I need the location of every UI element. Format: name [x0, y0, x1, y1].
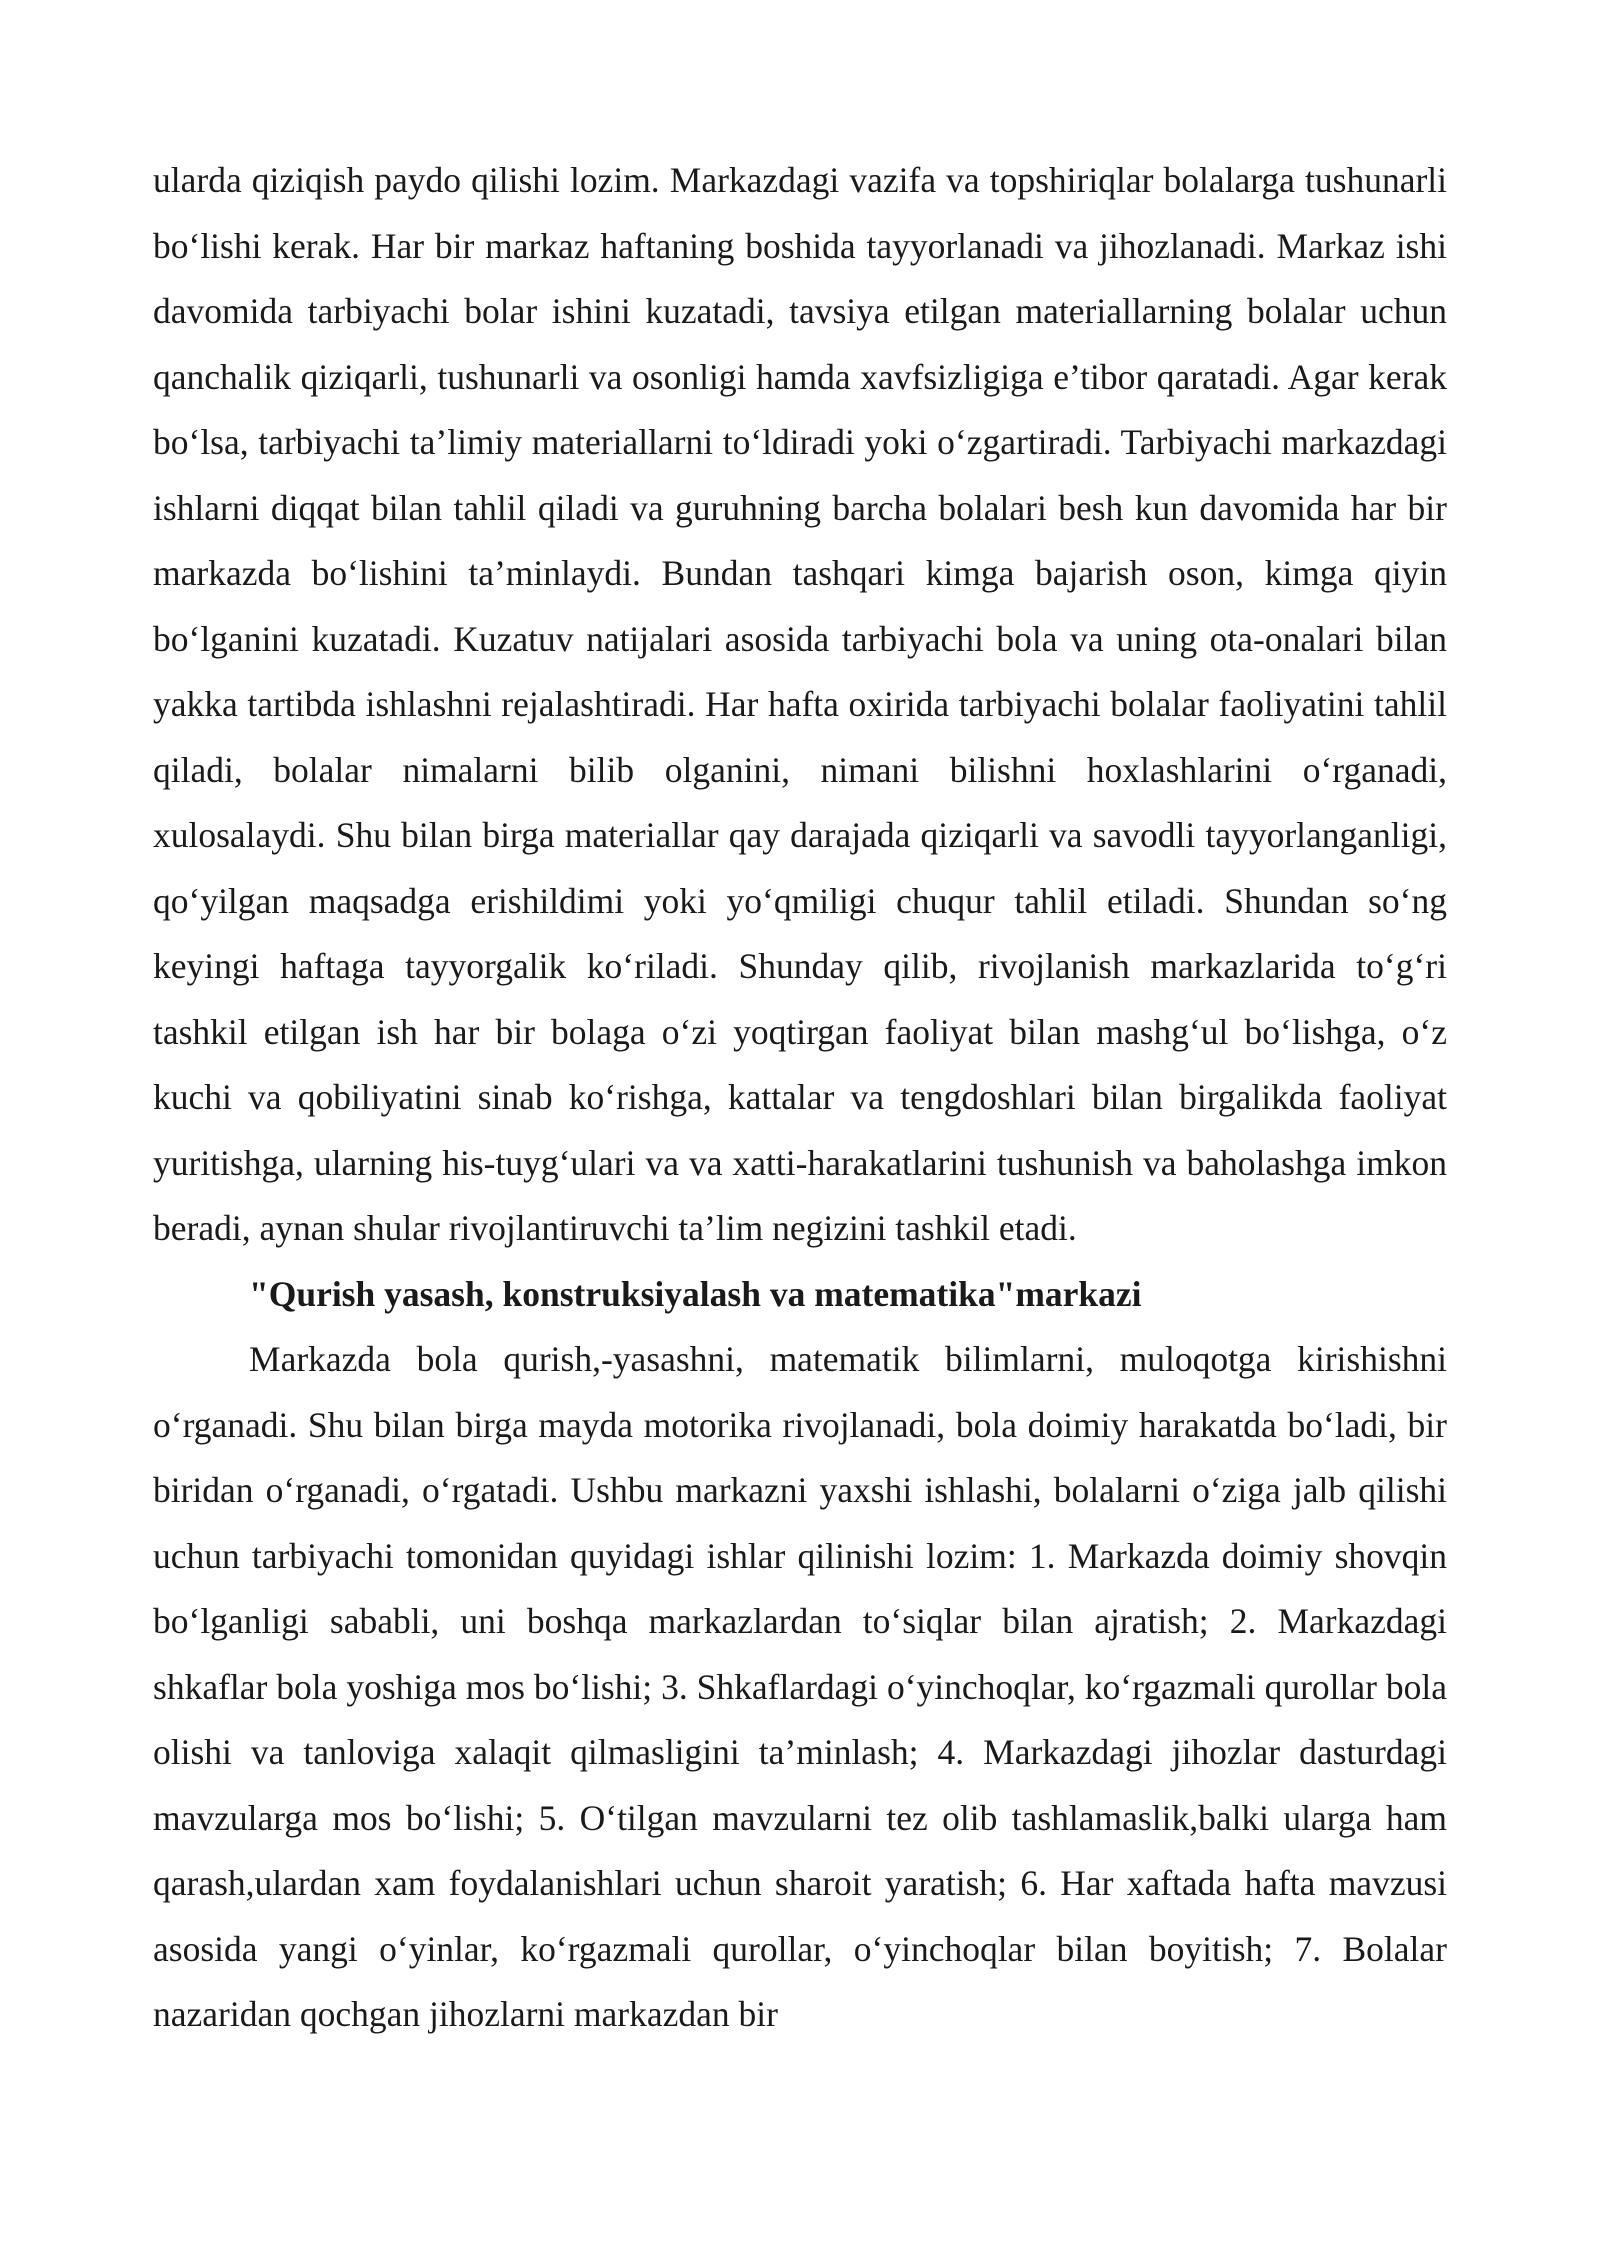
body-paragraph: Markazda bola qurish,-yasashni, matematik bilimlarni, muloqotga kirishishni o‘rganadi. Shu bilan birga mayda motorika rivojlanadi, bola doimiy harakatda bo‘ladi, bir biridan o‘rganadi, o‘rgatadi. Ushbu markazni yaxshi ishlashi, bolalarni o‘ziga jalb qilishi uchun tarbiyachi tomonidan quyidagi ishlar qilinishi lozim: 1. Markazda doimiy shovqin bo‘lganligi sababli, uni boshqa markazlardan to‘siqlar bilan ajratish; 2. Markazdagi shkaflar bola yoshiga mos bo‘lishi; 3. Shkaflardagi o‘yinchoqlar, ko‘rgazmali qurollar bola olishi va tanloviga xalaqit qilmasligini ta’minlash; 4. Markazdagi jihozlar dasturdagi mavzularga mos bo‘lishi; 5. O‘tilgan mavzularni tez olib tashlamaslik,balki ularga ham qarash,ulardan xam foydalanishlari uchun sharoit yaratish; 6. Har xaftada hafta mavzusi asosida yangi o‘yinlar, ko‘rgazmali qurollar, o‘yinchoqlar bilan boyitish; 7. Bolalar nazaridan qochgan jihozlarni markazdan bir: [153, 1339, 1447, 2034]
section-heading: "Qurish yasash, konstruksiyalash va matematika"markazi: [249, 1273, 1142, 1314]
document-body: [153, 148, 1447, 2048]
body-paragraph: ularda qiziqish paydo qilishi lozim. Markazdagi vazifa va topshiriqlar bolalarga tushunarli bo‘lishi kerak. Har bir markaz haftaning boshida tayyorlanadi va jihozlanadi. Markaz ishi davomida tarbiyachi bolar ishini kuzatadi, tavsiya etilgan materiallarning bolalar uchun qanchalik qiziqarli, tushunarli va osonligi hamda xavfsizligiga e’tibor qaratadi. Agar kerak bo‘lsa, tarbiyachi ta’limiy materiallarni to‘ldiradi yoki o‘zgartiradi. Tarbiyachi markazdagi ishlarni diqqat bilan tahlil qiladi va guruhning barcha bolalari besh kun davomida har bir markazda bo‘lishini ta’minlaydi. Bundan tashqari kimga bajarish oson, kimga qiyin bo‘lganini kuzatadi. Kuzatuv natijalari asosida tarbiyachi bola va uning ota-onalari bilan yakka tartibda ishlashni rejalashtiradi. Har hafta oxirida tarbiyachi bolalar faoliyatini tahlil qiladi, bolalar nimalarni bilib olganini, nimani bilishni hoxlashlarini o‘rganadi, xulosalaydi. Shu bilan birga materiallar qay darajada qiziqarli va savodli tayyorlanganligi, qo‘yilgan maqsadga erishildimi yoki yo‘qmiligi chuqur tahlil etiladi. Shundan so‘ng keyingi haftaga tayyorgalik ko‘riladi. Shunday qilib, rivojlanish markazlarida to‘g‘ri tashkil etilgan ish har bir bolaga o‘zi yoqtirgan faoliyat bilan mashg‘ul bo‘lishga, o‘z kuchi va qobiliyatini sinab ko‘rishga, kattalar va tengdoshlari bilan birgalikda faoliyat yuritishga, ularning his-tuyg‘ulari va va xatti-harakatlarini tushunish va baholashga imkon beradi, aynan shular rivojlantiruvchi ta’lim negizini tashkil etadi.: [153, 160, 1447, 1248]
